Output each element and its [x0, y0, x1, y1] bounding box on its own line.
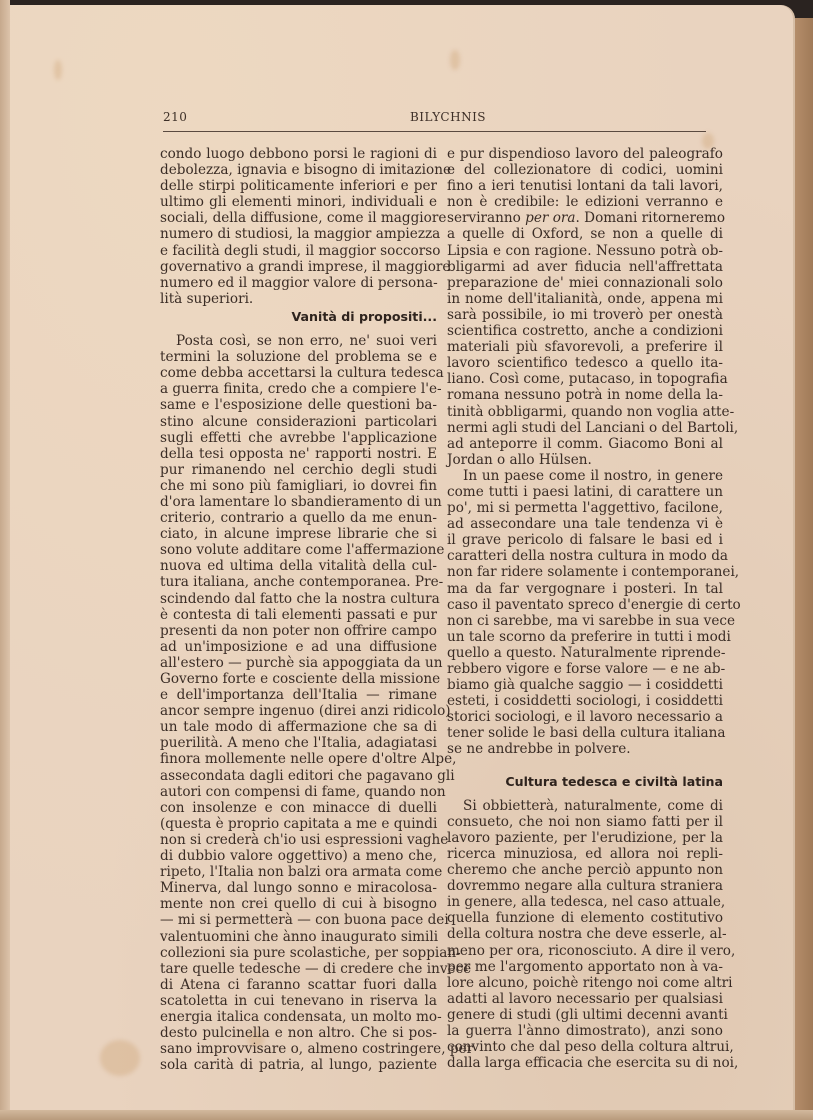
text-line: di dubbio valore oggettivo) a meno che,	[160, 848, 437, 865]
text-line: Si obbietterà, naturalmente, come di	[463, 797, 723, 814]
text-line: puerilità. A meno che l'Italia, adagiatasi	[160, 735, 437, 752]
text-line: dalla larga efficacia che esercita su di noi,	[447, 1055, 739, 1072]
text-line: lore alcuno, poichè ritengo noi come altri	[447, 974, 733, 991]
text-line: ad un'imposizione e ad una diffusione	[160, 638, 437, 655]
text-line: ricerca minuziosa, ed allora noi repli-	[447, 845, 723, 862]
paper-stain	[54, 60, 62, 80]
text-line: Governo forte e cosciente della missione	[160, 671, 441, 687]
text-line: Jordan o allo Hülsen.	[447, 451, 592, 468]
text-line: esteti, i cosiddetti sociologi, i cosiddetti	[447, 693, 723, 710]
text-line: sola carità di patria, al lungo, paziente	[160, 1057, 437, 1074]
text-line: lavoro scientifico tedesco a quello ita-	[447, 355, 723, 372]
text-line: e facilità degli studi, il maggior soccorso	[160, 242, 441, 259]
right-column	[447, 146, 741, 1072]
text-line: nermi agli studi del Lanciani o del Bartoli,	[447, 419, 739, 436]
left-column	[160, 146, 474, 1074]
text-line: della coltura nostra che deve esserle, al-	[447, 926, 727, 943]
text-line: quella funzione di elemento costitutivo	[447, 910, 723, 927]
text-line: tener solide le basi della cultura italiana	[447, 725, 726, 742]
text-line: assecondata dagli editori che pagavano gli	[160, 767, 455, 784]
text-line: il grave pericolo di falsare le basi ed i	[447, 532, 723, 549]
text-line: dovremmo negare alla cultura straniera	[447, 878, 723, 895]
text-line: lavoro paziente, per l'erudizione, per la	[447, 829, 723, 846]
text-line: a quelle di Oxford, se non a quelle di	[447, 226, 723, 243]
text-line: finora mollemente nelle opere d'oltre Alpe,	[160, 751, 457, 768]
spacer	[447, 758, 723, 772]
text-line: con insolenze e con minacce di duelli	[160, 799, 437, 816]
text-line: è contesta di tali elementi passati e pur	[160, 606, 437, 623]
text-line: della tesi opposta ne' rapporti nostri. E	[160, 445, 437, 462]
text-line: In un paese come il nostro, in genere	[463, 467, 723, 484]
text-line: tinità obbligarmi, quando non voglia atte-	[447, 403, 735, 420]
text-line: meno per ora, riconosciuto. A dire il vero,	[447, 942, 736, 959]
text-line: in genere, alla tedesca, nel caso attuale,	[447, 894, 726, 911]
page-edge-bottom	[0, 1110, 813, 1120]
italic-phrase: per ora	[525, 210, 576, 227]
text-line: same e l'esposizione delle questioni ba-	[160, 397, 437, 414]
text-line: po', mi si permetta l'aggettivo, facilone,	[447, 500, 723, 517]
text-line: biamo già qualche saggio — i cosiddetti	[447, 677, 723, 694]
text-line: di Atena ci faranno scattar fuori dalla	[160, 976, 437, 993]
text-line: in nome dell'italianità, onde, appena mi	[447, 290, 723, 307]
text-line: adatti al lavoro necessario per qualsiasi	[447, 990, 723, 1007]
text-line: d'ora lamentare lo sbandieramento di un	[160, 493, 442, 510]
text-line: ancor sempre ingenuo (direi anzi ridicolo)	[160, 703, 451, 720]
text-line: governativo a grandi imprese, il maggiore	[160, 258, 451, 275]
text-line: autori con compensi di fame, quando non	[160, 783, 446, 800]
text-line: per me l'argomento apportato non à va-	[447, 958, 723, 975]
text-line: scindendo dal fatto che la nostra cultura	[160, 590, 440, 607]
text-line: sugli effetti che avrebbe l'applicazione	[160, 429, 437, 446]
text-line: convinto che dal peso della coltura altrui,	[447, 1039, 734, 1056]
text-line: non si crederà ch'io usi espressioni vaghe	[160, 831, 449, 848]
text-line: quello a questo. Naturalmente riprende-	[447, 644, 726, 661]
page-edge-right	[795, 18, 813, 1120]
text-line: pur rimanendo nel cerchio degli studi	[160, 461, 437, 478]
text-line: lità superiori.	[160, 290, 254, 307]
text-line: come tutti i paesi latini, di carattere un	[447, 483, 723, 500]
text-line: come debba accettarsi la cultura tedesca	[160, 365, 444, 382]
text-line: un tale modo di affermazione che sa di	[160, 719, 437, 736]
text-line: valentuomini che ànno inaugurato simili	[160, 928, 439, 945]
text-line: numero ed il maggior valore di persona-	[160, 274, 438, 291]
text-line: ad assecondare una tale tendenza vi è	[447, 516, 723, 533]
paragraph	[160, 333, 474, 1074]
text-line: rebbero vigore e forse valore — e ne ab-	[447, 661, 726, 677]
text-line: collezioni sia pure scolastiche, per soppian-	[160, 944, 461, 961]
text-line: sono volute additare come l'affermazione	[160, 542, 445, 559]
text-line: presenti da non poter non offrire campo	[160, 622, 437, 639]
text-line: non far ridere solamente i contemporanei,	[447, 564, 740, 581]
text-line: preparazione de' miei connazionali solo	[447, 274, 723, 291]
text-line: caso il paventato spreco d'energie di certo	[447, 596, 741, 613]
text-line: sarà possibile, io mi troverò per onestà	[447, 306, 723, 323]
text-line: stino alcune considerazioni particolari	[160, 413, 437, 430]
text-line: mente non crei quello di cui à bisogno	[160, 896, 437, 913]
text-line: liano. Così come, putacaso, in topografia	[447, 371, 728, 388]
paragraph	[160, 146, 452, 307]
text-line: e del collezionatore di codici, uomini	[447, 162, 723, 179]
page-edge-left	[0, 0, 10, 1120]
text-line: non ci sarebbe, ma vi sarebbe in sua vece	[447, 612, 736, 629]
text-line: all'estero — purchè sia appoggiata da un	[160, 654, 443, 671]
text-line: fino a ieri tenutisi lontani da tali lavori,	[447, 178, 723, 195]
text-line: numero di studiosi, la maggior ampiezza	[160, 226, 441, 243]
paper-stain	[450, 50, 460, 70]
running-title: BILYCHNIS	[409, 110, 487, 124]
text-line: sano improvvisare o, almeno costringere, per	[160, 1041, 474, 1058]
text-line: materiali più sfavorevoli, a preferire il	[447, 339, 723, 356]
text-line: bligarmi ad aver fiducia nell'affrettata	[447, 258, 723, 275]
text-line: Minerva, dal lungo sonno e miracolosa-	[160, 880, 437, 897]
text-line: che mi sono più famigliari, io dovrei fin	[160, 477, 437, 494]
text-line: termini la soluzione del problema se e	[160, 349, 437, 366]
running-header	[163, 110, 706, 130]
page-number: 210	[163, 110, 188, 124]
text-line: genere di studi (gli ultimi decenni avanti	[447, 1006, 728, 1023]
text-line: ripeto, l'Italia non balzi ora armata come	[160, 864, 443, 881]
text-line: non è credibile: le edizioni verranno e	[447, 194, 723, 211]
text-line: e pur dispendioso lavoro del paleografo	[447, 146, 723, 162]
text-line: delle stirpi politicamente inferiori e per	[160, 178, 437, 195]
text-line: desto pulcinella e non altro. Che si pos-	[160, 1025, 437, 1042]
text-line: un tale scorno da preferire in tutti i modi	[447, 628, 731, 645]
text-line: storici sociologi, e il lavoro necessario a	[447, 709, 723, 726]
paragraph	[447, 146, 739, 468]
text-line: (questa è proprio capitata a me e quindi	[160, 815, 438, 832]
text-line: scatoletta in cui tenevano in riserva la	[160, 992, 437, 1009]
text-line: ma da far vergognare i posteri. In tal	[447, 580, 723, 597]
text-line: tare quelle tedesche — di credere che invece	[160, 960, 472, 977]
text-line: romana nessuno potrà in nome della la-	[447, 387, 723, 404]
text-line: se ne andrebbe in polvere.	[447, 741, 631, 758]
paragraph	[447, 467, 741, 758]
text-line: criterio, contrario a quello da me enun-	[160, 510, 437, 527]
text-line: ultimo gli elementi minori, individuali e	[160, 194, 437, 211]
text-line: a guerra finita, credo che a compiere l'e-	[160, 381, 442, 398]
text-line: e dell'importanza dell'Italia — rimane	[160, 687, 437, 704]
text-line: ad anteporre il comm. Giacomo Boni al	[447, 435, 723, 452]
text-line: ciato, in alcune imprese librarie che si	[160, 526, 437, 543]
text-line: energia italica condensata, un molto mo-	[160, 1008, 442, 1025]
text-line: nuova ed ultima della vitalità della cul-	[160, 558, 437, 575]
text-line: la guerra l'ànno dimostrato), anzi sono	[447, 1022, 723, 1039]
paper-stain	[100, 1040, 140, 1076]
text-line: consueto, che noi non siamo fatti per il	[447, 813, 723, 830]
section-heading: Cultura tedesca e civiltà latina	[505, 773, 723, 789]
text-line: scientifica costretto, anche a condizioni	[447, 323, 723, 340]
header-rule	[163, 131, 706, 132]
text-line: Lipsia e con ragione. Nessuno potrà ob-	[447, 242, 723, 259]
text-line: — mi si permetterà — con buona pace dei	[160, 912, 449, 929]
text-line: tura italiana, anche contemporanea. Pre-	[160, 574, 444, 591]
paragraph	[447, 797, 739, 1072]
text-line: debolezza, ignavia e bisogno di imitazione	[160, 162, 452, 179]
text-line: serviranno per ora. Domani ritorneremo	[447, 210, 726, 227]
text-line: caratteri della nostra cultura in modo da	[447, 548, 728, 565]
text-line: cheremo che anche perciò appunto non	[447, 862, 723, 879]
text-line: sociali, della diffusione, come il maggiore	[160, 210, 447, 227]
section-heading: Vanità di propositi...	[291, 308, 437, 324]
text-line: condo luogo debbono porsi le ragioni di	[160, 146, 437, 162]
text-line: Posta così, se non erro, ne' suoi veri	[176, 333, 437, 350]
